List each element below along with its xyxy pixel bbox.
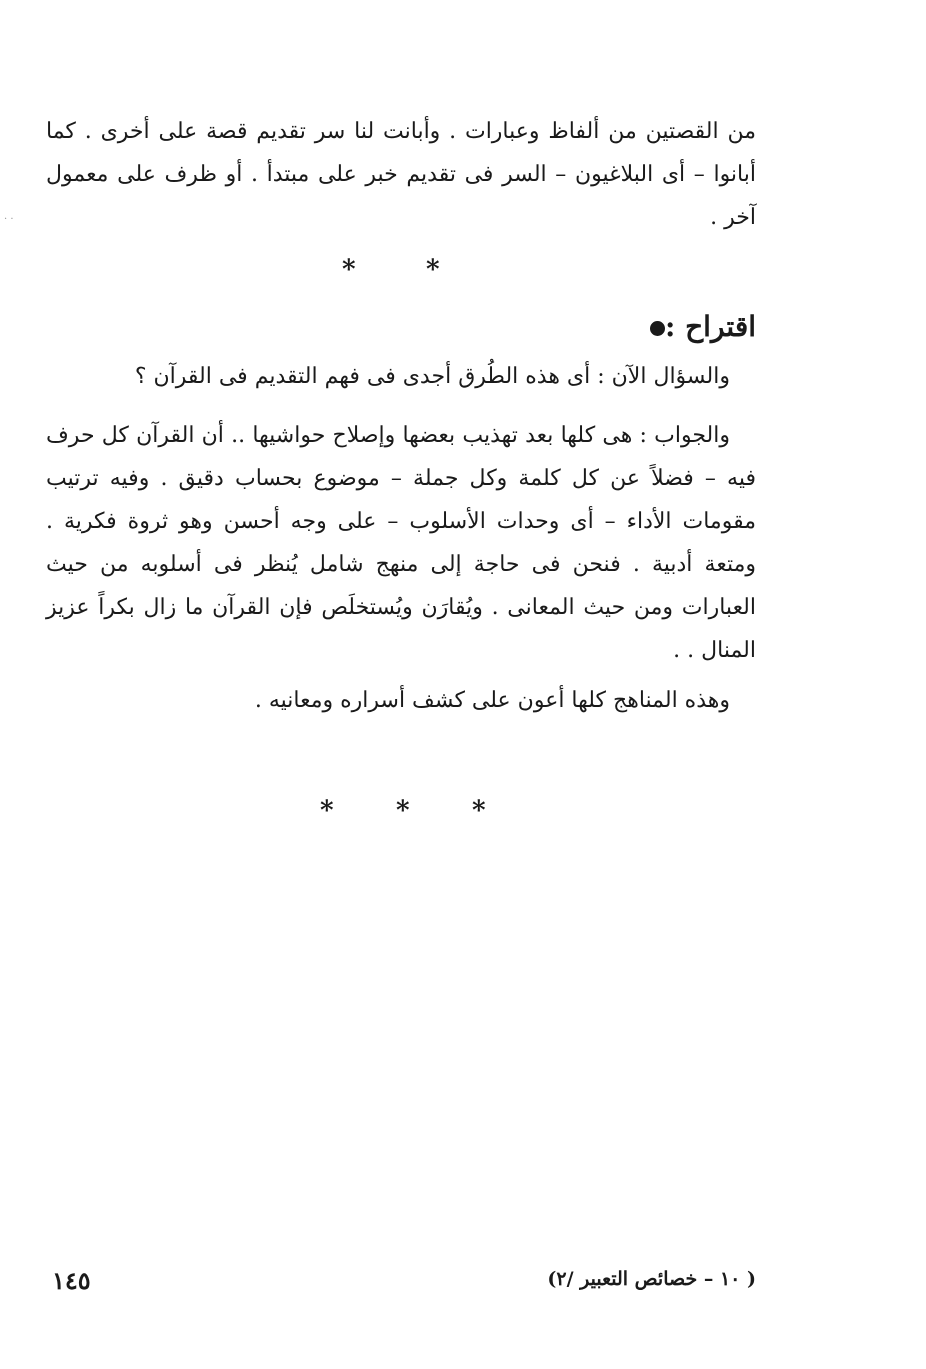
closing-line: وهذه المناهج كلها أعون على كشف أسراره ومعانيه .	[254, 688, 730, 713]
question-line: والسؤال الآن : أى هذه الطُرق أجدى فى فهم التقديم فى القرآن ؟	[134, 364, 730, 389]
scan-mark: · ·	[4, 214, 14, 225]
divider-star: *	[472, 796, 486, 826]
divider-star: *	[320, 796, 334, 826]
divider-star: *	[342, 255, 356, 285]
section-heading	[638, 310, 756, 343]
page-number: ١٤٥	[52, 1266, 91, 1295]
bullet-icon	[650, 321, 665, 336]
divider-star: *	[426, 255, 440, 285]
book-reference: ( ١٠ – خصائص التعبير /٢)	[547, 1268, 756, 1290]
section-divider-bottom	[320, 796, 548, 826]
heading-text: اقتراح :	[665, 310, 756, 343]
divider-star: *	[396, 796, 410, 826]
paragraph-1: من القصتين من ألفاظ وعبارات . وأبانت لنا سر تقديم قصة على أخرى . كما أبانوا – أى البلاغيون – السر فى تقديم خبر على مبتدأ . أو ظرف على معمول آخر .	[46, 119, 756, 230]
answer-paragraph: والجواب : هى كلها بعد تهذيب بعضها وإصلاح حواشيها .. أن القرآن كل حرف فيه – فضلاً عن كل كلمة وكل جملة – موضوع بحساب دقيق . وفيه ترتيب مقومات الأداء – أى وحدات الأسلوب – على وجه أحسن وهو ثروة فكرية . ومتعة أدبية . فنحن فى حاجة إلى منهج شامل يُنظر فى أسلوبه من حيث العبارات ومن حيث المعانى . ويُقارَن ويُستخلَص فإن القرآن ما زال بكراً عزيز المنال . .	[46, 423, 756, 663]
section-divider-top	[342, 255, 510, 285]
